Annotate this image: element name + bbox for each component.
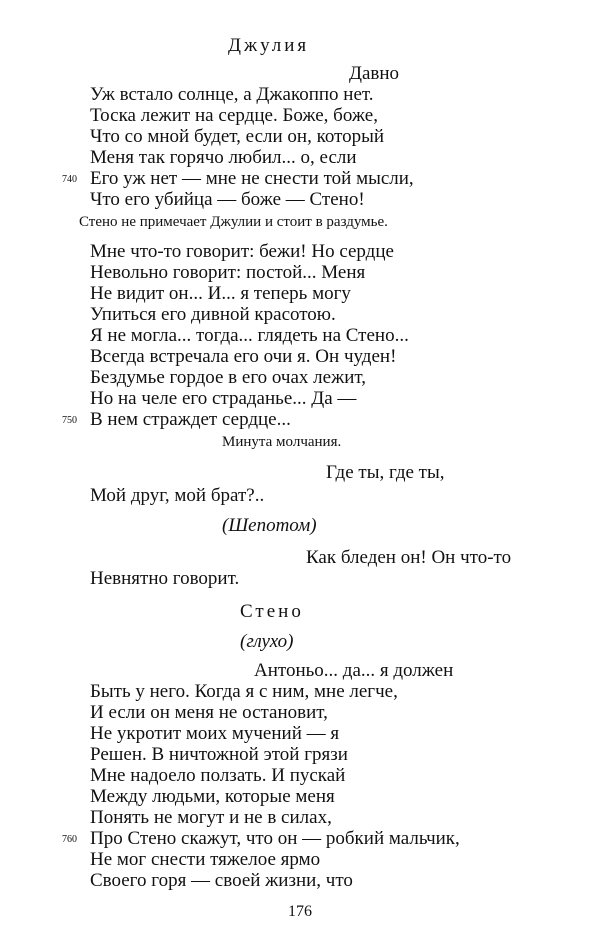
verse-line: Не видит он... И... я теперь могу: [90, 283, 351, 304]
verse-line: Я не могла... тогда... глядеть на Стено...: [90, 325, 409, 346]
verse-line: Бездумье гордое в его очах лежит,: [90, 367, 366, 388]
verse-line: Давно: [349, 63, 400, 84]
line-number: 750: [62, 415, 77, 426]
verse-line: Понять не могут и не в силах,: [90, 807, 332, 828]
stage-direction: Стено не примечает Джулии и стоит в раздумье.: [79, 214, 388, 230]
line-number: 740: [62, 174, 77, 185]
verse-line: Невольно говорит: постой... Меня: [90, 262, 366, 283]
verse-line: В нем страждет сердце...: [90, 409, 291, 430]
line-number: 760: [62, 834, 77, 845]
stage-direction: Минута молчания.: [222, 434, 342, 450]
verse-line: Упиться его дивной красотою.: [90, 304, 336, 325]
stage-direction-whisper: (Шепотом): [222, 515, 317, 536]
verse-line: Антоньо... да... я должен: [254, 660, 454, 681]
verse-line: Про Стено скажут, что он — робкий мальчик,: [90, 828, 460, 849]
page-number: 176: [288, 903, 312, 920]
verse-line: Решен. В ничтожной этой грязи: [90, 744, 348, 765]
verse-line: Что его убийца — боже — Стено!: [90, 189, 365, 210]
verse-line: Но на челе его страданье... Да —: [90, 388, 357, 409]
verse-line: Не мог снести тяжелое ярмо: [90, 849, 321, 870]
verse-line: Его уж нет — мне не снести той мысли,: [90, 168, 414, 189]
verse-line: Как бледен он! Он что-то: [306, 547, 512, 568]
verse-line: Своего горя — своей жизни, что: [90, 870, 353, 891]
speaker-steno: Стено: [240, 601, 304, 622]
stage-direction-dull: (глухо): [240, 631, 294, 652]
verse-line: Что со мной будет, если он, который: [90, 126, 385, 147]
verse-line: Меня так горячо любил... о, если: [90, 147, 357, 168]
verse-line: Уж встало солнце, а Джакоппо нет.: [90, 84, 374, 105]
verse-line: Где ты, где ты,: [326, 462, 445, 483]
verse-line: Не укротит моих мучений — я: [90, 723, 340, 744]
verse-line: Всегда встречала его очи я. Он чуден!: [90, 346, 397, 367]
verse-line: И если он меня не остановит,: [90, 702, 328, 723]
verse-line: Невнятно говорит.: [90, 568, 240, 589]
verse-line: Мне что-то говорит: бежи! Но сердце: [90, 241, 394, 262]
verse-line: Мой друг, мой брат?..: [90, 485, 265, 506]
verse-line: Мне надоело ползать. И пускай: [90, 765, 346, 786]
verse-line: Быть у него. Когда я с ним, мне легче,: [90, 681, 398, 702]
speaker-julia: Джулия: [228, 35, 310, 56]
verse-line: Тоска лежит на сердце. Боже, боже,: [90, 105, 378, 126]
verse-line: Между людьми, которые меня: [90, 786, 335, 807]
